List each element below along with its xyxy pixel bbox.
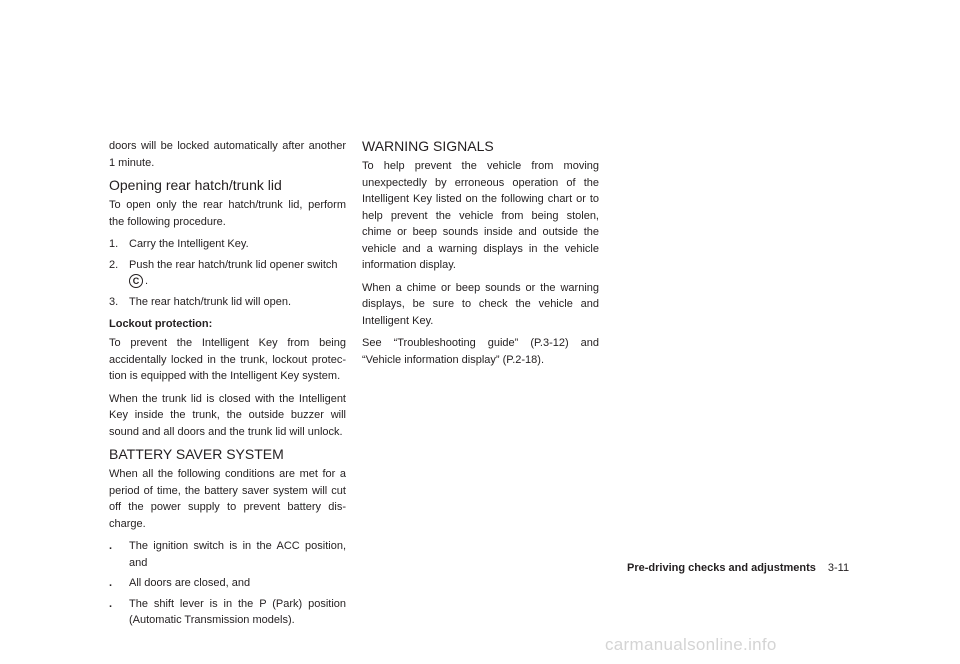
bullet-icon: .	[109, 540, 113, 552]
rear-hatch-intro: To open only the rear hatch/trunk lid, perform the following procedure.	[109, 199, 346, 228]
opener-switch-icon: C	[129, 274, 143, 288]
step-item	[109, 257, 346, 290]
list-item: . The ignition switch is in the ACC position, and	[109, 540, 346, 569]
step-text: The rear hatch/trunk lid will open.	[129, 295, 292, 308]
rear-hatch-heading: Opening rear hatch/trunk lid	[109, 177, 282, 193]
lockout-paragraph-2: When the trunk lid is closed with the Intelligent Key inside the trunk, the outside buzzer will sound and all doors and the trunk lid will unlock.	[109, 392, 346, 438]
step-number: 2.	[109, 258, 119, 271]
step-item	[109, 294, 346, 311]
step-text: Push the rear hatch/trunk lid opener switch	[129, 258, 338, 271]
list-item: . All doors are closed, and	[109, 575, 346, 592]
right-column	[362, 138, 599, 374]
step-number: 1.	[109, 238, 119, 250]
section-title: Pre-driving checks and adjustments	[627, 562, 816, 574]
warning-paragraph-2: When a chime or beep sounds or the warning displays, be sure to check the vehicle and Intelligent Key.	[362, 281, 599, 327]
battery-saver-paragraph: When all the following conditions are met for a period of time, the battery saver system will cut off the power supply to prevent battery dis-charge.	[109, 468, 346, 530]
step-tail: .	[145, 275, 149, 287]
left-column	[109, 138, 346, 635]
watermark: carmanualsonline.info	[605, 635, 777, 654]
intro-paragraph: doors will be locked automatically after another 1 minute.	[109, 140, 346, 169]
step-item	[109, 236, 346, 253]
battery-saver-heading: BATTERY SAVER SYSTEM	[109, 446, 284, 462]
page-number: 3-11	[827, 562, 850, 574]
step-text: Carry the Intelligent Key.	[129, 238, 249, 250]
warning-signals-heading: WARNING SIGNALS	[362, 138, 494, 154]
step-number: 3.	[109, 295, 119, 308]
bullet-icon: .	[109, 597, 113, 610]
conditions-list	[109, 538, 346, 629]
warning-paragraph-3: See “Troubleshooting guide” (P.3-12) and “Vehicle information display” (P.2-18).	[362, 337, 599, 366]
lockout-paragraph: To prevent the Intelligent Key from being accidentally locked in the trunk, lockout protec-tion is equipped with the Intelligent Key system.	[109, 337, 346, 382]
page-footer	[627, 562, 849, 574]
list-item: . The shift lever is in the P (Park) position (Automatic Transmission models).	[109, 597, 346, 626]
lockout-heading: Lockout protection:	[109, 318, 213, 330]
bullet-icon: .	[109, 577, 113, 589]
warning-paragraph: To help prevent the vehicle from moving unexpectedly by erroneous operation of the Intelligent Key listed on the following chart or to help prevent the vehicle from being stolen, chime or beep sounds inside and outside the vehicle and a warning displays in the vehicle information display.	[362, 160, 599, 271]
procedure-steps	[109, 236, 346, 310]
